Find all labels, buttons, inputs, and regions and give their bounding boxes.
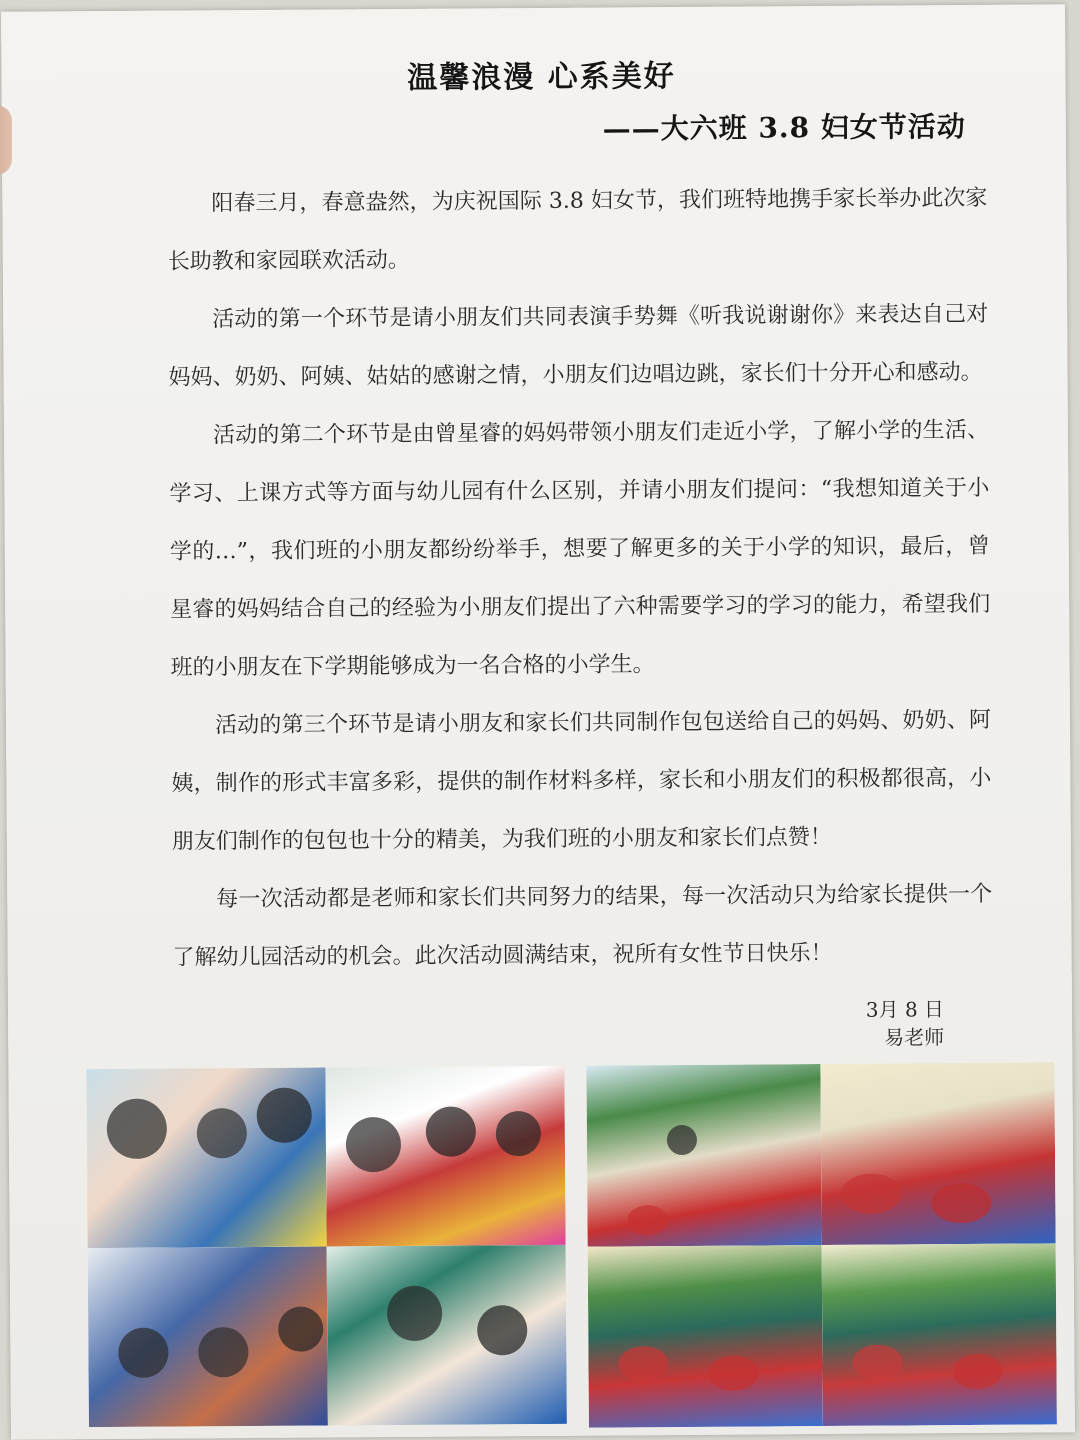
signoff-author: 易老师 bbox=[884, 1025, 945, 1050]
signoff-date: 3月 8 日 bbox=[865, 997, 945, 1022]
finger-edge bbox=[0, 105, 12, 175]
paper-sheet bbox=[1, 4, 1075, 1439]
photo-collage-left bbox=[86, 1066, 566, 1427]
document-title: 温馨浪漫 心系美好 bbox=[407, 59, 676, 96]
paragraph-third-segment: 活动的第三个环节是请小朋友和家长们共同制作包包送给自己的妈妈、奶奶、阿姨，制作的形式丰富多彩，提供的制作材料多样，家长和小朋友们的积极都很高，小朋友们制作的包包也十分的精美，为我们班的小朋友和家长们点赞！ bbox=[171, 707, 992, 855]
paragraph-first-segment: 活动的第一个环节是请小朋友们共同表演手势舞《听我说谢谢你》来表达自己对妈妈、奶奶、阿姨、姑姑的感谢之情，小朋友们边唱边跳，家长们十分开心和感动。 bbox=[168, 301, 989, 391]
activity-photo bbox=[325, 1066, 565, 1247]
paragraph-closing: 每一次活动都是老师和家长们共同努力的结果，每一次活动只为给家长提供一个了解幼儿园活动的机会。此次活动圆满结束，祝所有女性节日快乐！ bbox=[172, 881, 993, 971]
document-subtitle: ——大六班 3.8 妇女节活动 bbox=[602, 109, 966, 146]
paragraph-second-segment: 活动的第二个环节是由曾星睿的妈妈带领小朋友们走近小学，了解小学的生活、学习、上课方式等方面与幼儿园有什么区别，并请小朋友们提问：“我想知道关于小学的…”，我们班的小朋友都纷纷举手，想要了解更多的关于小学的知识，最后，曾星睿的妈妈结合自己的经验为小朋友们提出了六种需要学习的学习的能力，希望我们班的小朋友在下学期能够成为一名合格的小学生。 bbox=[169, 417, 991, 681]
photo-collage-right bbox=[586, 1062, 1057, 1427]
activity-photo bbox=[588, 1245, 823, 1428]
paragraph-intro: 阳春三月，春意盎然，为庆祝国际 3.8 妇女节，我们班特地携手家长举办此次家长助教和家园联欢活动。 bbox=[167, 185, 988, 275]
document-body bbox=[167, 170, 993, 988]
activity-photo bbox=[327, 1245, 567, 1426]
activity-photo bbox=[586, 1064, 821, 1247]
activity-photo bbox=[88, 1246, 328, 1427]
activity-photo bbox=[86, 1067, 326, 1248]
activity-photo bbox=[820, 1062, 1055, 1245]
signoff bbox=[866, 995, 945, 1052]
activity-photo bbox=[822, 1243, 1057, 1426]
